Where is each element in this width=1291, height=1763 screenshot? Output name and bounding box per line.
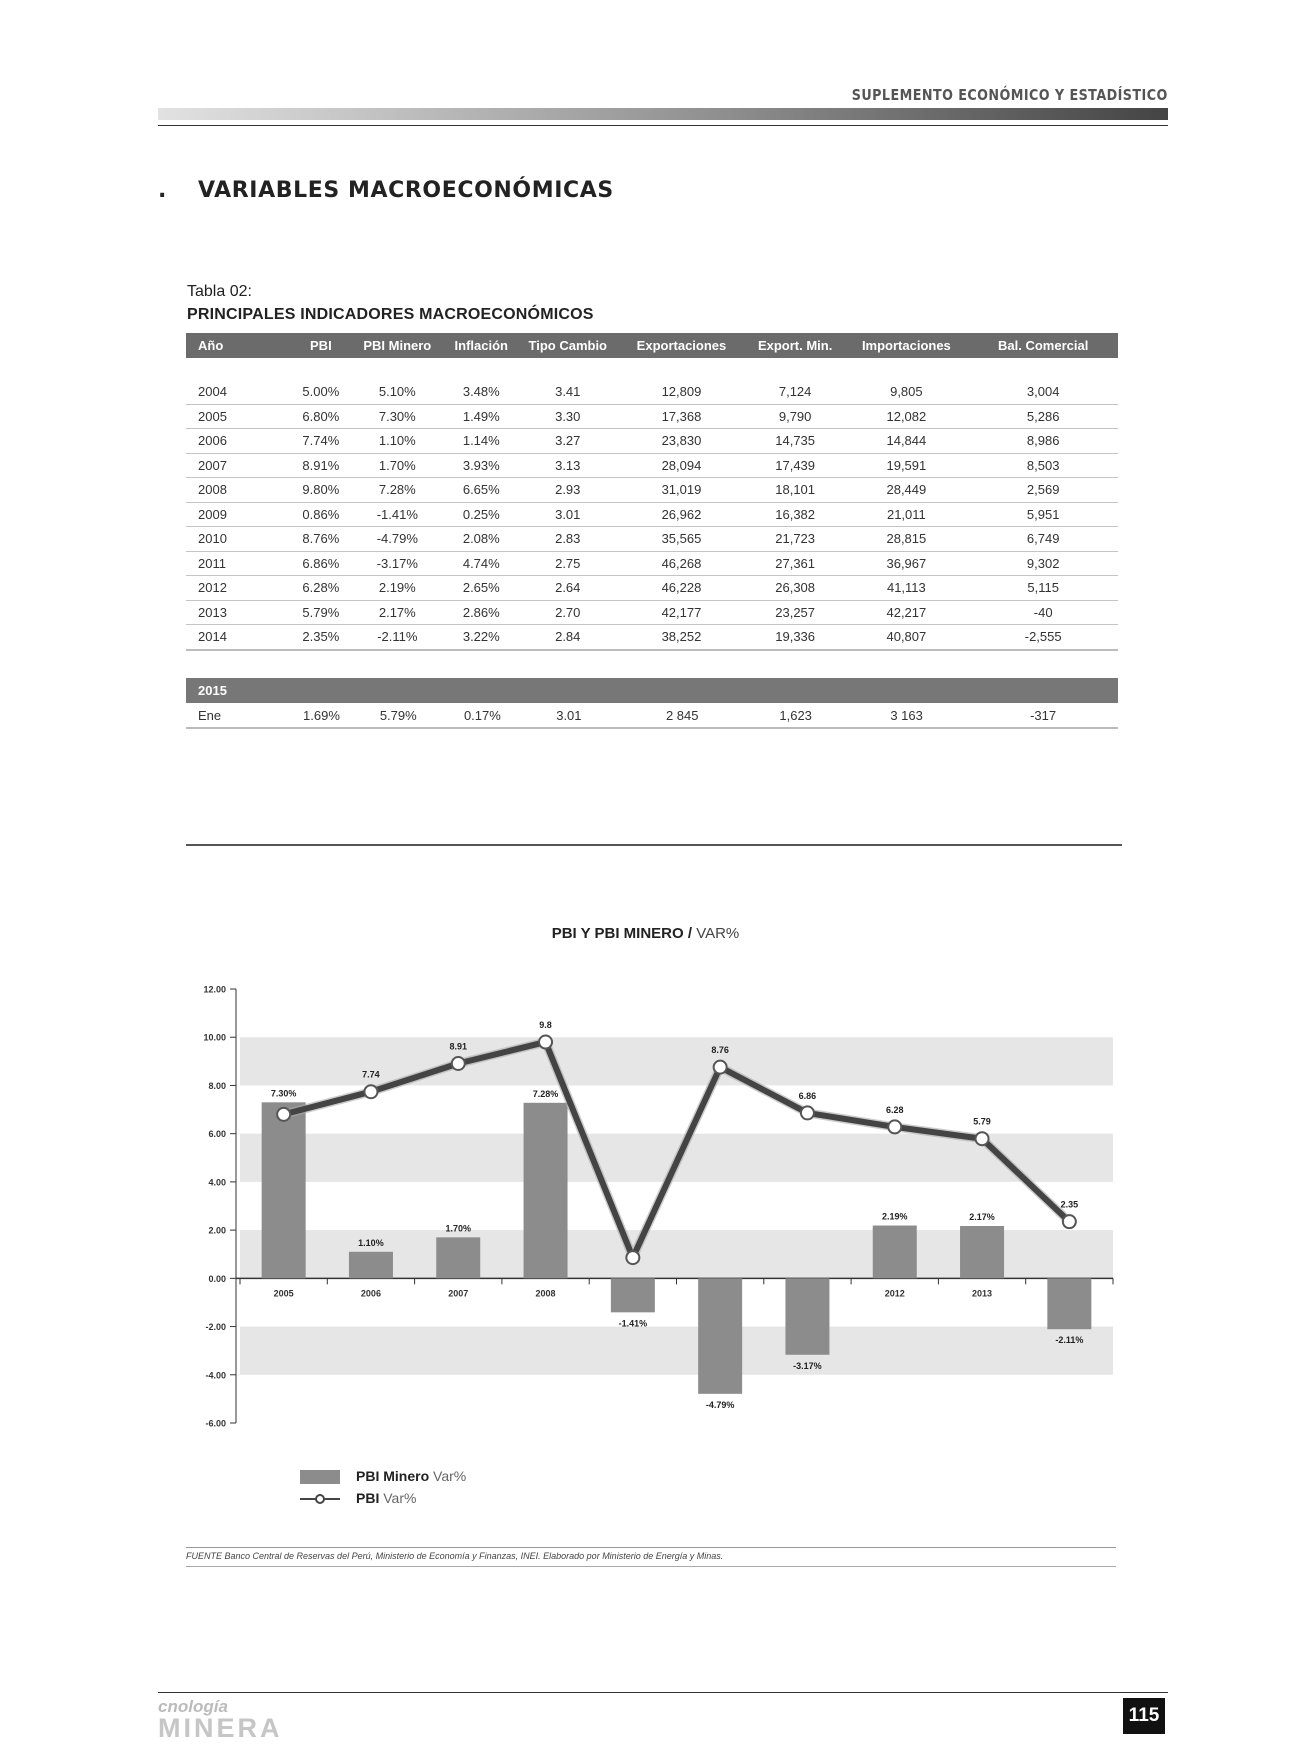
- table-title: PRINCIPALES INDICADORES MACROECONÓMICOS: [187, 306, 594, 323]
- legend-bar-swatch: [300, 1470, 340, 1484]
- chart-title-unit: VAR%: [696, 925, 740, 942]
- point-pbi: [539, 1036, 552, 1049]
- point-pbi: [1063, 1215, 1076, 1228]
- chart-title-slash: /: [683, 925, 697, 942]
- y-tick-label: 6.00: [208, 1129, 226, 1140]
- point-pbi: [714, 1061, 727, 1074]
- y-tick-label: -6.00: [205, 1418, 226, 1429]
- table-cell: 16,382: [746, 502, 844, 527]
- y-tick-label: 0.00: [208, 1273, 226, 1284]
- table-cell: 3.93%: [444, 453, 518, 478]
- table-cell: 2.86%: [444, 600, 518, 625]
- table-cell: 46,268: [617, 551, 746, 576]
- bar-data-label: 1.70%: [445, 1223, 472, 1234]
- y-tick-label: 12.00: [203, 984, 226, 995]
- point-pbi: [801, 1106, 814, 1119]
- table-cell: 2.83: [518, 527, 617, 552]
- bar-pbi-minero: [873, 1226, 917, 1279]
- table-cell: 38,252: [617, 625, 746, 650]
- table-cell: 6.28%: [291, 576, 350, 601]
- table-cell: 1.49%: [444, 404, 518, 429]
- header-title: SUPLEMENTO ECONÓMICO Y ESTADÍSTICO: [852, 86, 1168, 104]
- table-cell: 19,336: [746, 625, 844, 650]
- table-cell: 2014: [186, 625, 291, 650]
- table-cell: 2007: [186, 453, 291, 478]
- table-cell: 2009: [186, 502, 291, 527]
- table-cell: 2 845: [618, 703, 746, 728]
- table-cell: 2008: [186, 478, 291, 503]
- table-cell: 14,735: [746, 429, 844, 454]
- page-number: 115: [1123, 1698, 1165, 1734]
- table-cell: 2012: [186, 576, 291, 601]
- source-note: FUENTE Banco Central de Reservas del Perú, Ministerio de Economía y Finanzas, INEI. Elaborado por Ministerio de Energía y Minas.: [186, 1551, 724, 1561]
- table-cell: 2.08%: [444, 527, 518, 552]
- bar-data-label: -4.79%: [705, 1399, 735, 1410]
- line-data-label: 8.76: [711, 1045, 729, 1056]
- column-header: Importaciones: [844, 333, 968, 358]
- table-cell: 3.41: [518, 380, 617, 404]
- table-cell: 2005: [186, 404, 291, 429]
- bar-data-label: 7.28%: [532, 1088, 559, 1099]
- table-label-prefix: Tabla 02: [187, 283, 248, 300]
- legend-item-pbi-minero: [300, 1468, 466, 1484]
- table-cell: 0.17%: [445, 703, 519, 728]
- bar-pbi-minero: [960, 1226, 1004, 1278]
- table-cell: 3.22%: [444, 625, 518, 650]
- bar-pbi-minero: [524, 1103, 568, 1279]
- grid-band: [240, 1327, 1113, 1375]
- line-data-label: 6.28: [885, 1104, 904, 1115]
- bar-data-label: 2.17%: [969, 1212, 995, 1223]
- table-cell: 36,967: [844, 551, 968, 576]
- table-cell: 2.65%: [444, 576, 518, 601]
- table-cell: 8.91%: [291, 453, 350, 478]
- x-tick-label: 2006: [360, 1288, 381, 1299]
- point-pbi: [888, 1120, 901, 1133]
- bar-data-label: 2.19%: [881, 1211, 908, 1222]
- legend-bar-name: PBI Minero: [356, 1468, 430, 1484]
- table-cell: 2.17%: [351, 600, 445, 625]
- bar-pbi-minero: [262, 1102, 306, 1278]
- point-pbi: [277, 1108, 290, 1121]
- y-tick-label: 2.00: [208, 1225, 226, 1236]
- bar-data-label: -2.11%: [1055, 1335, 1084, 1346]
- table-cell: 5.10%: [351, 380, 445, 404]
- table-cell: 6.86%: [291, 551, 350, 576]
- table-cell: 1.14%: [444, 429, 518, 454]
- y-tick-label: -4.00: [205, 1370, 226, 1381]
- bar-data-label: -3.17%: [793, 1360, 822, 1371]
- table-cell: 5.79%: [351, 703, 445, 728]
- table-cell: 0.25%: [444, 502, 518, 527]
- table-cell: 7,124: [746, 380, 844, 404]
- column-header: Exportaciones: [617, 333, 746, 358]
- point-pbi: [364, 1085, 377, 1098]
- table-cell: 4.74%: [444, 551, 518, 576]
- x-tick-label: 2007: [448, 1288, 469, 1299]
- table-cell: 41,113: [844, 576, 968, 601]
- table-cell: 46,228: [617, 576, 746, 601]
- table-cell: 3.01: [520, 703, 619, 728]
- table-cell: 8.76%: [291, 527, 350, 552]
- x-tick-label: 2008: [535, 1288, 556, 1299]
- bar-data-label: 1.10%: [358, 1237, 384, 1248]
- table-cell: 5,115: [968, 576, 1118, 601]
- section-bullet: .: [158, 178, 167, 203]
- table-cell: 17,368: [617, 404, 746, 429]
- table-section-header: 2015: [186, 678, 1118, 703]
- table-cell: 3.30: [518, 404, 617, 429]
- table-cell: 23,257: [746, 600, 844, 625]
- source-rule-bottom: [186, 1566, 1116, 1567]
- table-cell: 28,449: [844, 478, 968, 503]
- y-tick-label: 10.00: [203, 1032, 226, 1043]
- table-cell: 3.01: [518, 502, 617, 527]
- legend-line-unit: Var%: [383, 1490, 417, 1506]
- table-cell: 8,503: [968, 453, 1118, 478]
- line-data-label: 6.86: [798, 1090, 817, 1101]
- bar-pbi-minero: [698, 1278, 742, 1393]
- table-cell: -3.17%: [351, 551, 445, 576]
- column-header: Export. Min.: [746, 333, 844, 358]
- table-cell: 1,623: [746, 703, 845, 728]
- table-cell: 28,094: [617, 453, 746, 478]
- column-header: Inflación: [444, 333, 518, 358]
- bar-pbi-minero: [611, 1278, 655, 1312]
- table-cell: 6.65%: [444, 478, 518, 503]
- table-cell: 18,101: [746, 478, 844, 503]
- column-header: PBI Minero: [351, 333, 445, 358]
- chart-title-main: PBI Y PBI MINERO: [551, 925, 684, 942]
- line-data-label: 8.91: [449, 1041, 468, 1052]
- table-cell: 1.10%: [351, 429, 445, 454]
- table-cell: 2013: [186, 600, 291, 625]
- table-cell: 2.84: [518, 625, 617, 650]
- source-rule-top: [186, 1547, 1116, 1548]
- line-data-label: 2.35: [1060, 1199, 1079, 1210]
- table-cell: 7.30%: [351, 404, 445, 429]
- table-cell: 8,986: [968, 429, 1118, 454]
- table-cell: 3.27: [518, 429, 617, 454]
- table-cell: 3.48%: [444, 380, 518, 404]
- y-tick-label: 4.00: [208, 1177, 226, 1188]
- bar-pbi-minero: [349, 1252, 393, 1279]
- table-cell: 0.86%: [291, 502, 350, 527]
- footer-logo-line2: MINERA: [158, 1713, 283, 1743]
- line-data-label: 9.8: [539, 1020, 552, 1031]
- table-cell: 9,805: [844, 380, 968, 404]
- footer-logo-line1: cnología: [158, 1697, 228, 1716]
- table-cell: 19,591: [844, 453, 968, 478]
- table-cell: 7.28%: [351, 478, 445, 503]
- table-cell: 35,565: [617, 527, 746, 552]
- table-cell: 12,082: [844, 404, 968, 429]
- table-cell: 6,749: [968, 527, 1118, 552]
- column-header: Año: [186, 333, 291, 358]
- table-cell: 1.69%: [292, 703, 352, 728]
- table-cell: 2.19%: [351, 576, 445, 601]
- table-cell: 28,815: [844, 527, 968, 552]
- table-cell: 21,723: [746, 527, 844, 552]
- column-header: Tipo Cambio: [518, 333, 617, 358]
- y-tick-label: 8.00: [208, 1080, 226, 1091]
- x-tick-label: 2013: [972, 1288, 993, 1299]
- table-cell: 3,004: [968, 380, 1118, 404]
- footer-rule: [158, 1692, 1168, 1693]
- table-cell: 26,962: [617, 502, 746, 527]
- table-cell: -2.11%: [351, 625, 445, 650]
- table-cell: 3 163: [845, 703, 968, 728]
- table-cell: -2,555: [968, 625, 1118, 650]
- table-cell: 42,177: [617, 600, 746, 625]
- table-cell: 2004: [186, 380, 291, 404]
- table-cell: 5,951: [968, 502, 1118, 527]
- x-tick-label: 2005: [273, 1288, 294, 1299]
- table-label-suffix: :: [247, 283, 252, 300]
- table-cell: 9.80%: [291, 478, 350, 503]
- table-cell: 3.13: [518, 453, 617, 478]
- table-cell: 12,809: [617, 380, 746, 404]
- table-cell: 2.64: [518, 576, 617, 601]
- bar-pbi-minero: [785, 1278, 829, 1354]
- table-cell: 40,807: [844, 625, 968, 650]
- table-cell: 26,308: [746, 576, 844, 601]
- line-data-label: 5.79: [973, 1116, 991, 1127]
- y-tick-label: -2.00: [205, 1322, 226, 1333]
- table-cell: 42,217: [844, 600, 968, 625]
- bar-data-label: 7.30%: [270, 1088, 297, 1099]
- table-cell: 9,790: [746, 404, 844, 429]
- legend-item-pbi: [300, 1490, 416, 1506]
- table-cell: 2006: [186, 429, 291, 454]
- point-pbi: [976, 1132, 989, 1145]
- table-cell: 21,011: [844, 502, 968, 527]
- table-cell: 2.70: [518, 600, 617, 625]
- line-data-label: 7.74: [362, 1069, 380, 1080]
- table-cell: Ene: [186, 703, 292, 728]
- x-tick-label: 2012: [884, 1288, 905, 1299]
- table-cell: -317: [968, 703, 1118, 728]
- table-cell: 2.93: [518, 478, 617, 503]
- table-cell: 5.79%: [291, 600, 350, 625]
- table-cell: 2.75: [518, 551, 617, 576]
- table-cell: 5.00%: [291, 380, 350, 404]
- table-cell: 2.35%: [291, 625, 350, 650]
- section-title-text: VARIABLES MACROECONÓMICAS: [198, 178, 614, 203]
- table-cell: -40: [968, 600, 1118, 625]
- point-pbi: [452, 1057, 465, 1070]
- table-cell: 14,844: [844, 429, 968, 454]
- table-cell: 17,439: [746, 453, 844, 478]
- legend-line-name: PBI: [356, 1490, 380, 1506]
- column-header: PBI: [291, 333, 350, 358]
- table-cell: 6.80%: [291, 404, 350, 429]
- table-cell: 7.74%: [291, 429, 350, 454]
- table-cell: -4.79%: [351, 527, 445, 552]
- table-cell: 9,302: [968, 551, 1118, 576]
- table-cell: -1.41%: [351, 502, 445, 527]
- table-cell: 23,830: [617, 429, 746, 454]
- bar-data-label: -1.41%: [618, 1318, 648, 1329]
- table-cell: 31,019: [617, 478, 746, 503]
- table-cell: 2010: [186, 527, 291, 552]
- point-pbi: [626, 1251, 639, 1264]
- table-cell: 1.70%: [351, 453, 445, 478]
- column-header: Bal. Comercial: [968, 333, 1118, 358]
- bar-pbi-minero: [1047, 1278, 1091, 1329]
- bar-pbi-minero: [436, 1237, 480, 1278]
- table-cell: 2011: [186, 551, 291, 576]
- legend-bar-unit: Var%: [433, 1468, 467, 1484]
- legend-line-swatch: [300, 1492, 340, 1506]
- table-cell: 27,361: [746, 551, 844, 576]
- table-cell: 5,286: [968, 404, 1118, 429]
- table-cell: 2,569: [968, 478, 1118, 503]
